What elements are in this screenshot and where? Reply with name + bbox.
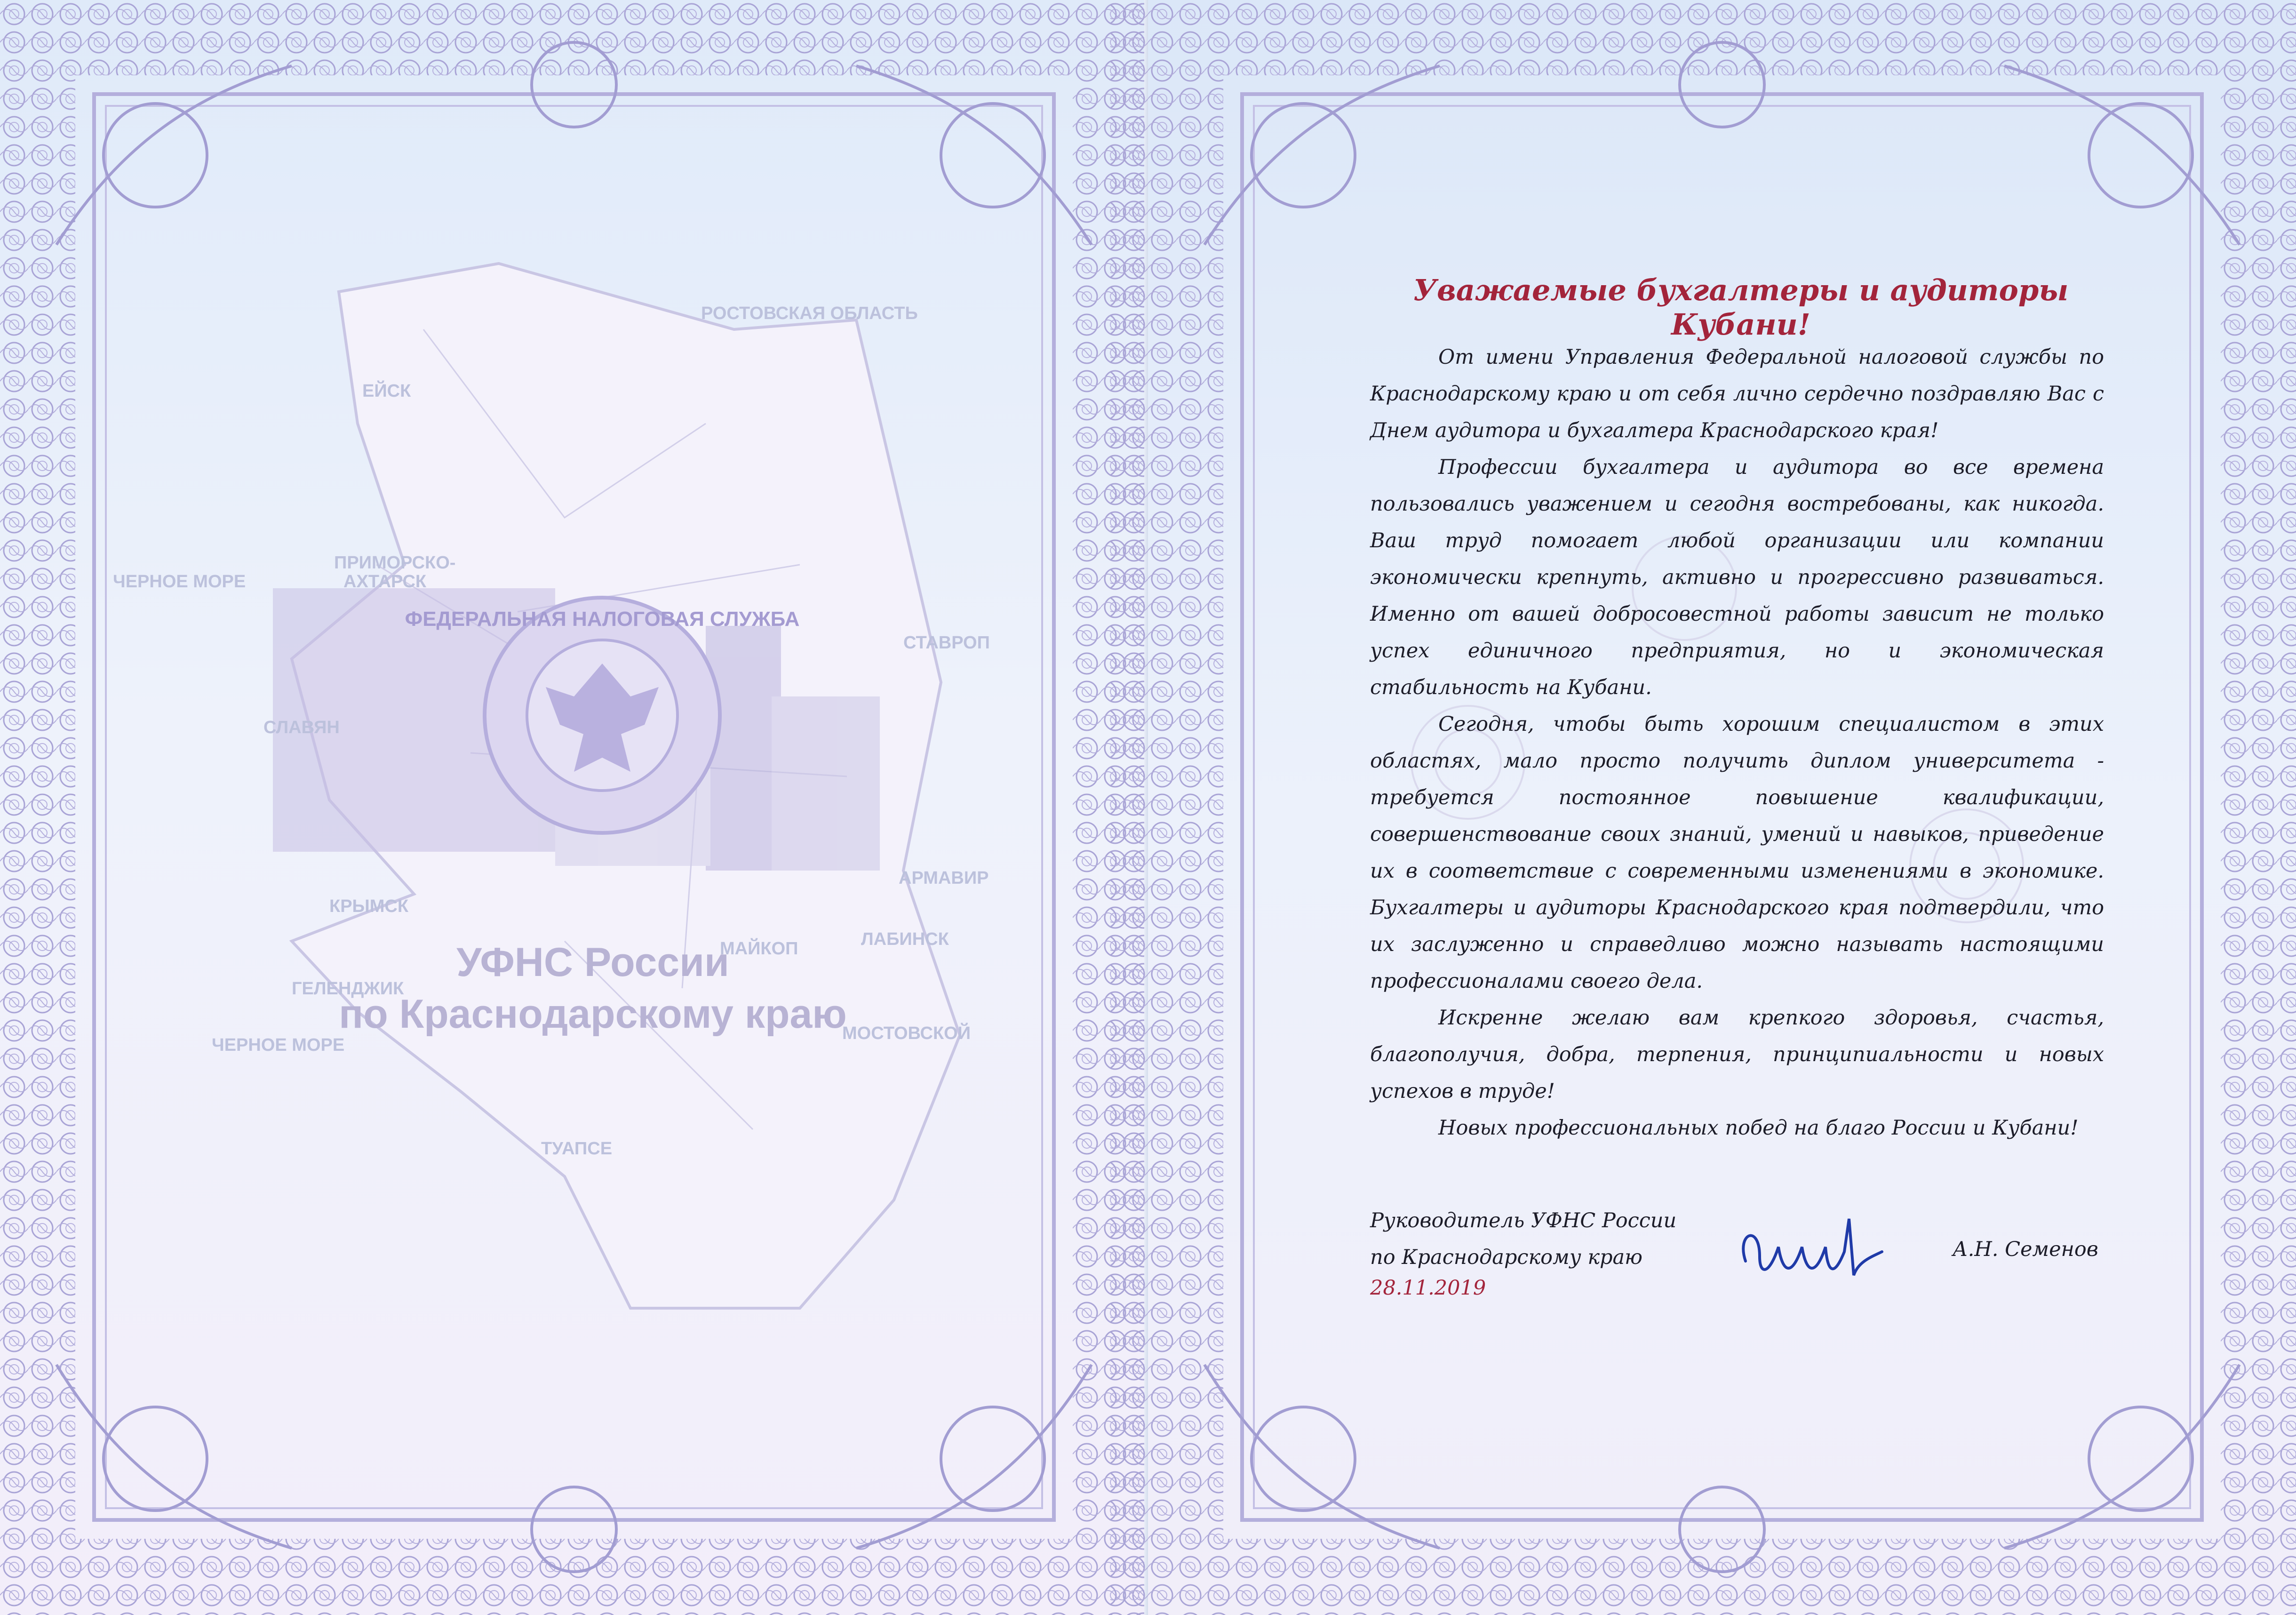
signer-title-line1: Руководитель УФНС России bbox=[1370, 1209, 1677, 1232]
letter-greeting: Уважаемые бухгалтеры и аудиторы Кубани! bbox=[1413, 273, 2069, 342]
letter-date: 28.11.2019 bbox=[1370, 1276, 1486, 1300]
signer-title-line2: по Краснодарскому краю bbox=[1370, 1246, 1643, 1269]
letter-paragraph: От имени Управления Федеральной налоговой службы по Краснодарскому краю и от себя лично сердечно поздравляю Вас с Днем аудитора и бухгалтера Краснодарского края! bbox=[1370, 345, 2104, 442]
map-label-krymsk: КРЫМСК bbox=[329, 896, 409, 916]
letter-body bbox=[1370, 339, 2104, 1146]
signer-title bbox=[1370, 1202, 1676, 1276]
map-label-sea-bottom: ЧЕРНОЕ МОРЕ bbox=[212, 1035, 345, 1055]
map-label-slavyansk: СЛАВЯН bbox=[263, 718, 340, 737]
letter-paragraph: Сегодня, чтобы быть хорошим специалистом в этих областях, мало просто получить диплом университета - требуется постоянное повышение квалификации, совершенствование своих знаний, умений и навыков, приведение их в соответствие с современными изменениями в экономике. Бухгалтеры и аудиторы Краснодарского края подтвердили, что их заслуженно и справедливо можно называть настоящими профессионалами своего дела. bbox=[1370, 712, 2104, 993]
handwritten-signature bbox=[1731, 1205, 1887, 1299]
letter-paragraph: Искренне желаю вам крепкого здоровья, счастья, благополучия, добра, терпения, принципиальности и новых успехов в труде! bbox=[1370, 1006, 2104, 1103]
map-label-tuapse: ТУАПСЕ bbox=[541, 1139, 613, 1159]
map-label-stavropol: СТАВРОП bbox=[903, 633, 990, 653]
map-label-labinsk: ЛАБИНСК bbox=[861, 929, 949, 949]
map-label-rostov: РОСТОВСКАЯ ОБЛАСТЬ bbox=[701, 304, 918, 323]
map-label-armavir: АРМАВИР bbox=[899, 868, 989, 888]
map-label-gelendzhik: ГЕЛЕНДЖИК bbox=[292, 979, 404, 999]
map-label-primorsko: ПРИМОРСКО- bbox=[334, 553, 456, 573]
org-caption bbox=[263, 936, 922, 1040]
map-label-sea-top: ЧЕРНОЕ МОРЕ bbox=[113, 572, 246, 592]
org-caption-line1: УФНС России bbox=[456, 940, 729, 985]
org-caption-line2: по Краснодарскому краю bbox=[339, 991, 847, 1037]
tax-service-emblem bbox=[405, 593, 800, 838]
map-label-akhtarsk: АХТАРСК bbox=[343, 572, 427, 592]
signer-name: А.Н. Семенов bbox=[1953, 1238, 2098, 1261]
letter-paragraph: Новых профессиональных побед на благо России и Кубани! bbox=[1438, 1116, 2079, 1140]
map-label-eysk: ЕЙСК bbox=[362, 381, 411, 401]
emblem-text: ФЕДЕРАЛЬНАЯ НАЛОГОВАЯ СЛУЖБА bbox=[405, 608, 800, 631]
map-label-maykop: МАЙКОП bbox=[720, 939, 798, 959]
map-label-mostovskoy: МОСТОВСКОЙ bbox=[842, 1023, 971, 1043]
letter-paragraph: Профессии бухгалтера и аудитора во все времена пользовались уважением и сегодня востребованы, как никогда. Ваш труд помогает любой организации или компании экономически крепнуть, активно и прогрессивно развиваться. Именно от вашей добросовестной работы зависит не только успех единичного предприятия, но и экономическая стабильность на Кубани. bbox=[1370, 456, 2104, 699]
